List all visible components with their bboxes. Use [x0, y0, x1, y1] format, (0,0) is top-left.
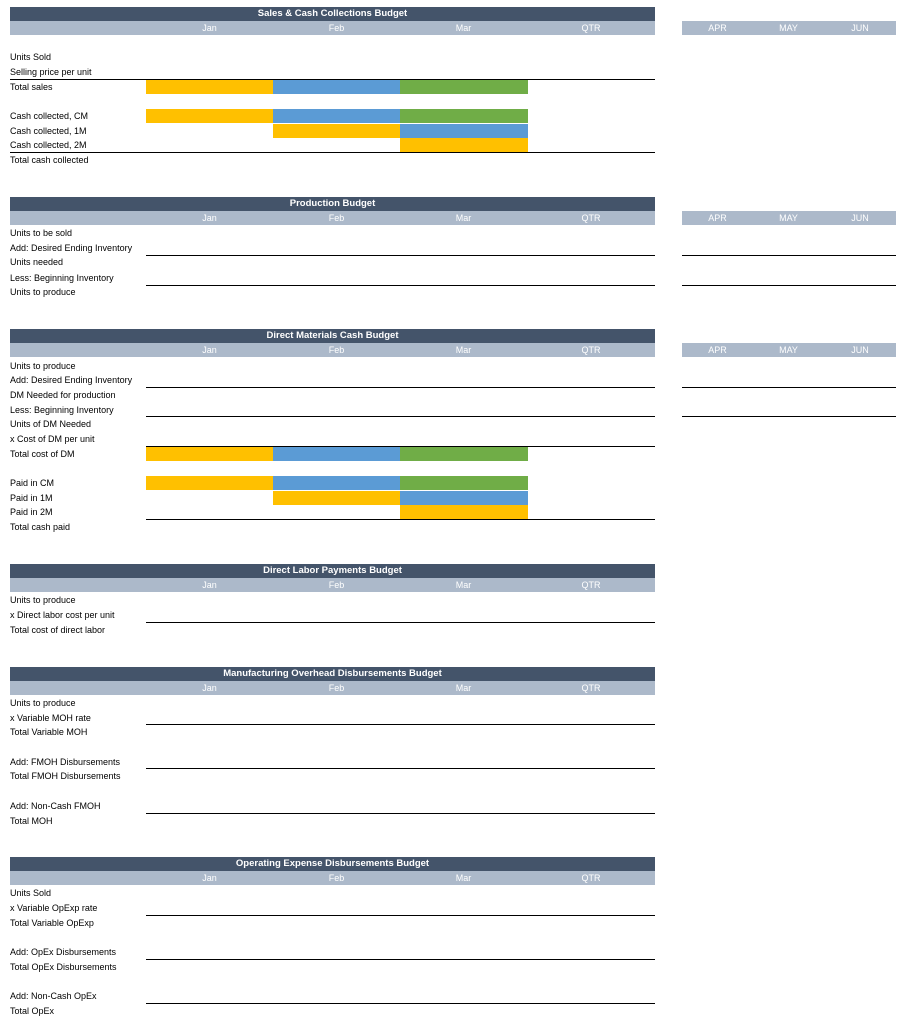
- row-rule: [146, 387, 655, 388]
- production-column-header: [10, 211, 655, 225]
- row-label: Add: FMOH Disbursements: [10, 757, 121, 767]
- fill-jan: [146, 80, 273, 94]
- row-label: Less: Beginning Inventory: [10, 273, 114, 283]
- row-label: DM Needed for production: [10, 390, 116, 400]
- header-mar: Mar: [455, 345, 472, 355]
- header-apr: APR: [708, 23, 727, 33]
- dm-budget-title: Direct Materials Cash Budget: [10, 329, 655, 343]
- row-rule: [682, 387, 896, 388]
- row-label: Total Variable MOH: [10, 727, 88, 737]
- row-rule: [146, 622, 655, 623]
- sales-column-header: [10, 21, 655, 35]
- fill-feb: [273, 476, 400, 490]
- moh-budget-title: Manufacturing Overhead Disbursements Budget: [10, 667, 655, 681]
- fill-jan: [146, 476, 273, 490]
- row-label: Total sales: [10, 82, 53, 92]
- fill-mar: [400, 476, 528, 490]
- row-label: Units to produce: [10, 595, 76, 605]
- row-label: Units to produce: [10, 361, 76, 371]
- row-rule: [146, 959, 655, 960]
- fill-mar: [400, 505, 528, 519]
- production-extra-header: [682, 211, 896, 225]
- header-feb: Feb: [328, 683, 345, 693]
- fill-mar: [400, 138, 528, 152]
- fill-feb: [273, 491, 400, 505]
- opex-budget-title: Operating Expense Disbursements Budget: [10, 857, 655, 871]
- fill-mar: [400, 124, 528, 138]
- fill-feb: [273, 109, 400, 123]
- row-label: Cash collected, CM: [10, 111, 89, 121]
- header-jan: Jan: [202, 683, 217, 693]
- header-qtr: QTR: [581, 23, 601, 33]
- header-jan: Jan: [202, 23, 217, 33]
- row-label: Units needed: [10, 257, 64, 267]
- row-label: Total cost of direct labor: [10, 625, 106, 635]
- row-label: Units to produce: [10, 698, 76, 708]
- row-label: Units of DM Needed: [10, 419, 92, 429]
- row-label: Add: Non-Cash OpEx: [10, 991, 97, 1001]
- row-label: Total Variable OpExp: [10, 918, 94, 928]
- header-mar: Mar: [455, 213, 472, 223]
- sales-extra-header: [682, 21, 896, 35]
- fill-feb: [273, 80, 400, 94]
- row-label: Total OpEx: [10, 1006, 55, 1016]
- row-label: x Variable MOH rate: [10, 713, 91, 723]
- fill-mar: [400, 80, 528, 94]
- row-label: Less: Beginning Inventory: [10, 405, 114, 415]
- header-qtr: QTR: [581, 873, 601, 883]
- header-apr: APR: [708, 213, 727, 223]
- row-label: Total cost of DM: [10, 449, 75, 459]
- row-label: Cash collected, 2M: [10, 140, 87, 150]
- production-budget-title: Production Budget: [10, 197, 655, 211]
- dl-column-header: [10, 578, 655, 592]
- row-rule: [146, 416, 655, 417]
- row-label: Paid in 1M: [10, 493, 53, 503]
- row-label: x Cost of DM per unit: [10, 434, 95, 444]
- header-may: MAY: [779, 23, 798, 33]
- row-label: Total cash collected: [10, 155, 89, 165]
- opex-column-header: [10, 871, 655, 885]
- dm-column-header: [10, 343, 655, 357]
- header-mar: Mar: [455, 873, 472, 883]
- header-jan: Jan: [202, 213, 217, 223]
- row-rule: [146, 724, 655, 725]
- row-label: Add: Desired Ending Inventory: [10, 243, 133, 253]
- row-label: Total MOH: [10, 816, 53, 826]
- row-rule: [146, 768, 655, 769]
- header-mar: Mar: [455, 683, 472, 693]
- header-jan: Jan: [202, 873, 217, 883]
- row-label: Units to produce: [10, 287, 76, 297]
- row-label: Units Sold: [10, 52, 52, 62]
- row-rule: [10, 152, 655, 153]
- header-feb: Feb: [328, 23, 345, 33]
- header-jun: JUN: [851, 23, 869, 33]
- row-rule: [146, 255, 655, 256]
- header-jan: Jan: [202, 345, 217, 355]
- row-label: Total OpEx Disbursements: [10, 962, 117, 972]
- fill-jan: [146, 109, 273, 123]
- header-jun: JUN: [851, 345, 869, 355]
- row-label: Cash collected, 1M: [10, 126, 87, 136]
- header-mar: Mar: [455, 23, 472, 33]
- header-mar: Mar: [455, 580, 472, 590]
- row-label: Selling price per unit: [10, 67, 92, 77]
- row-label: x Direct labor cost per unit: [10, 610, 115, 620]
- row-label: Add: OpEx Disbursements: [10, 947, 117, 957]
- row-rule: [682, 285, 896, 286]
- header-jan: Jan: [202, 580, 217, 590]
- dm-extra-header: [682, 343, 896, 357]
- sales-budget-title: Sales & Cash Collections Budget: [10, 7, 655, 21]
- row-rule: [682, 255, 896, 256]
- row-rule: [146, 285, 655, 286]
- header-qtr: QTR: [581, 213, 601, 223]
- row-rule: [146, 915, 655, 916]
- header-qtr: QTR: [581, 345, 601, 355]
- dl-budget-title: Direct Labor Payments Budget: [10, 564, 655, 578]
- header-may: MAY: [779, 345, 798, 355]
- header-jun: JUN: [851, 213, 869, 223]
- row-label: Paid in CM: [10, 478, 55, 488]
- header-feb: Feb: [328, 345, 345, 355]
- fill-mar: [400, 491, 528, 505]
- row-label: Add: Desired Ending Inventory: [10, 375, 133, 385]
- header-feb: Feb: [328, 580, 345, 590]
- row-label: Paid in 2M: [10, 507, 53, 517]
- header-feb: Feb: [328, 213, 345, 223]
- row-rule: [146, 1003, 655, 1004]
- row-rule: [682, 416, 896, 417]
- header-qtr: QTR: [581, 580, 601, 590]
- header-apr: APR: [708, 345, 727, 355]
- header-may: MAY: [779, 213, 798, 223]
- fill-jan: [146, 447, 273, 461]
- row-label: x Variable OpExp rate: [10, 903, 98, 913]
- fill-mar: [400, 447, 528, 461]
- fill-feb: [273, 124, 400, 138]
- fill-mar: [400, 109, 528, 123]
- row-label: Units to be sold: [10, 228, 73, 238]
- row-label: Add: Non-Cash FMOH: [10, 801, 101, 811]
- row-label: Units Sold: [10, 888, 52, 898]
- header-qtr: QTR: [581, 683, 601, 693]
- row-label: Total cash paid: [10, 522, 71, 532]
- moh-column-header: [10, 681, 655, 695]
- row-rule: [146, 519, 655, 520]
- fill-feb: [273, 447, 400, 461]
- row-label: Total FMOH Disbursements: [10, 771, 121, 781]
- row-rule: [146, 813, 655, 814]
- header-feb: Feb: [328, 873, 345, 883]
